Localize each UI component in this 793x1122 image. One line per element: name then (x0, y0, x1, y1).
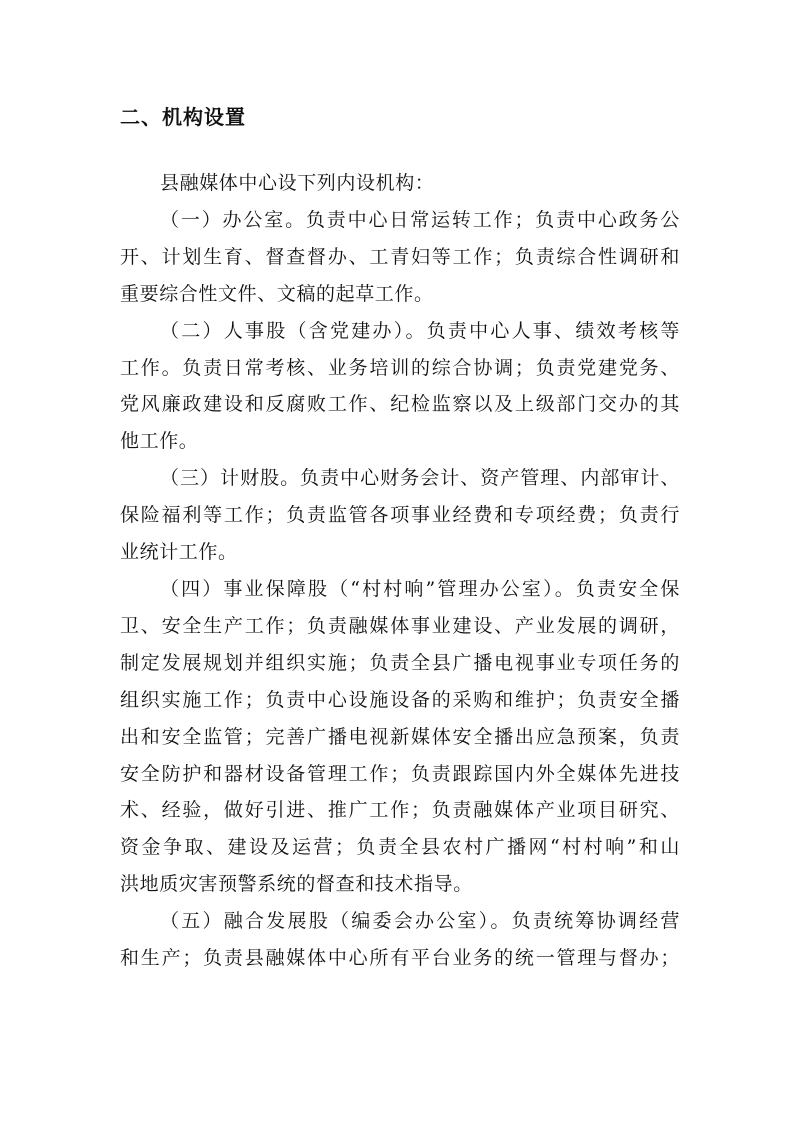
paragraph-line: 党风廉政建设和反腐败工作、纪检监察以及上级部门交办的其 (120, 393, 680, 416)
paragraph-office (120, 202, 680, 313)
paragraph-line: 卫、安全生产工作；负责融媒体事业建设、产业发展的调研， (120, 614, 680, 637)
section-heading: 二、机构设置 (120, 105, 246, 129)
paragraph-line: 开、计划生育、督查督办、工青妇等工作；负责综合性调研和 (120, 245, 680, 268)
paragraph-line: 保险福利等工作；负责监管各项事业经费和专项经费；负责行 (120, 504, 680, 527)
paragraph-line: 和生产；负责县融媒体中心所有平台业务的统一管理与督办； (120, 947, 680, 970)
paragraph-line: 组织实施工作；负责中心设施设备的采购和维护；负责安全播 (120, 688, 680, 711)
paragraph-line: （二）人事股（含党建办）。负责中心人事、绩效考核等 (160, 319, 680, 342)
paragraph-support (120, 571, 680, 903)
paragraph-line: （四）事业保障股（“村村响”管理办公室）。负责安全保 (160, 577, 680, 600)
paragraph-line: 他工作。 (120, 430, 199, 453)
paragraph-line: 业统计工作。 (120, 541, 238, 564)
paragraph-line: 工作。负责日常考核、业务培训的综合协调；负责党建党务、 (120, 356, 680, 379)
paragraph-line: （一）办公室。负责中心日常运转工作；负责中心政务公 (160, 208, 680, 231)
paragraph-line: 出和安全监管；完善广播电视新媒体安全播出应急预案，负责 (120, 725, 680, 748)
section-body (120, 165, 680, 977)
paragraph-personnel (120, 313, 680, 461)
paragraph-line: 制定发展规划并组织实施；负责全县广播电视事业专项任务的 (120, 651, 680, 674)
paragraph-line: 洪地质灾害预警系统的督查和技术指导。 (120, 873, 473, 896)
paragraph-finance (120, 460, 680, 571)
paragraph-line: 重要综合性文件、文稿的起草工作。 (120, 282, 434, 305)
paragraph-line: 术、经验，做好引进、推广工作；负责融媒体产业项目研究、 (120, 799, 680, 822)
paragraph-line: 资金争取、建设及运营；负责全县农村广播网“村村响”和山 (120, 836, 680, 859)
paragraph-line: （五）融合发展股（编委会办公室）。负责统筹协调经营 (160, 910, 680, 933)
paragraph-integration (120, 903, 680, 977)
intro-line: 县融媒体中心设下列内设机构： (160, 172, 435, 194)
intro-paragraph (120, 165, 680, 202)
paragraph-line: （三）计财股。负责中心财务会计、资产管理、内部审计、 (160, 467, 680, 490)
paragraph-line: 安全防护和器材设备管理工作；负责跟踪国内外全媒体先进技 (120, 762, 680, 785)
